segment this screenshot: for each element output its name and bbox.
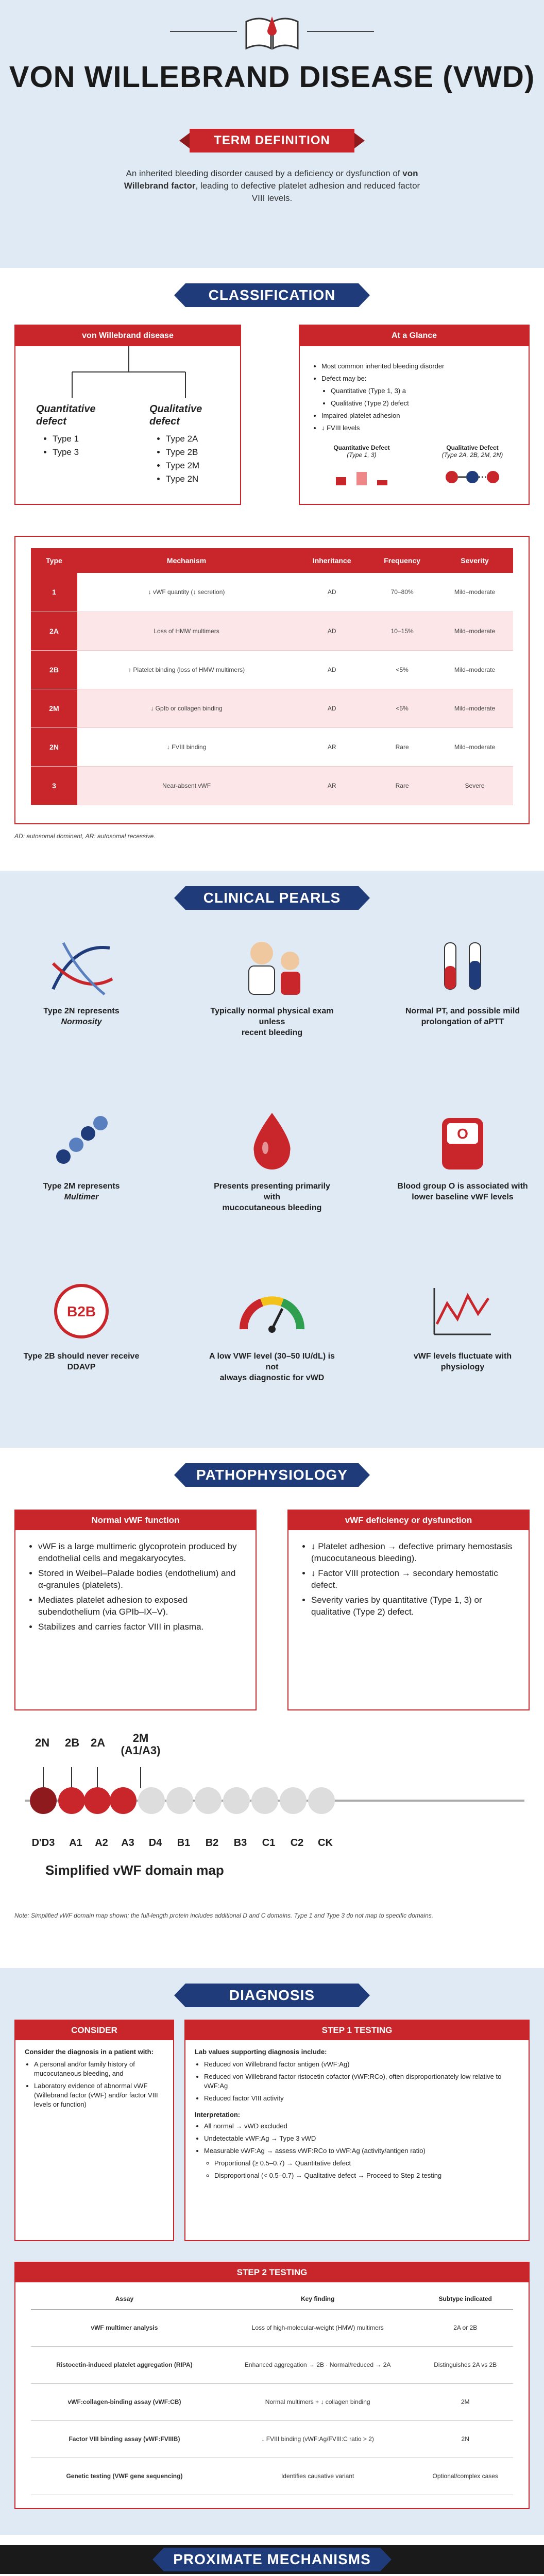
glance-item: • ↓ FVIII levels [321, 423, 521, 433]
pearl-low-vwf: A low VWF level (30–50 IU/dL) is not always diagnostic for vWD [205, 1278, 339, 1383]
consider-list [15, 2060, 173, 2109]
classification-section [0, 268, 544, 871]
diagnosis-section [0, 1968, 544, 2535]
glance-item: • Most common inherited bleeding disorder [321, 362, 521, 371]
domain-name: C1 [262, 1837, 276, 1849]
domain-name: D'D3 [31, 1837, 55, 1849]
table-row: Ristocetin-induced platelet aggregation (RIPA) Enhanced aggregation → 2B · Normal/reduced → 2A Distinguishes 2A vs 2B [31, 2346, 513, 2383]
blood-bag-icon [424, 1108, 501, 1175]
list-item: ◦ Proportional (≥ 0.5–0.7) → Quantitative defect [214, 2159, 519, 2168]
pearl-type-2b-ddavp: B2B Type 2B should never receive DDAVP [14, 1278, 148, 1372]
consider-title: CONSIDER [15, 2021, 173, 2040]
domain-map-title: Simplified vWF domain map [45, 1862, 224, 1878]
domain-name: C2 [290, 1837, 304, 1849]
vwf-deficiency-list [288, 1530, 529, 1618]
step2-title: STEP 2 TESTING [15, 2263, 529, 2282]
table-row: Factor VIII binding assay (vWF:FVIIIB) ↓ FVIII binding (vWF:Ag/FVIII:C ratio > 2) 2N [31, 2420, 513, 2458]
no-b2b-icon [43, 1278, 120, 1345]
pearl-blood-group-o: O Blood group O is associated with lower baseline vWF levels [396, 1108, 530, 1202]
classification-tree-lines [15, 346, 242, 403]
pathophysiology-banner: PATHOPHYSIOLOGY [185, 1463, 359, 1487]
mechanisms-section [0, 2535, 544, 2576]
list-item: • ↓ Platelet adhesion → defective primary hemostasis (mucocutaneous bleeding). [311, 1540, 516, 1564]
glance-item: • Impaired platelet adhesion [321, 411, 521, 420]
quantitative-list [41, 434, 79, 461]
clinical-pearls-section [0, 871, 544, 1448]
domain-name: CK [318, 1837, 333, 1849]
list-item: • Stored in Weibel–Palade bodies (endothelium) and α-granules (platelets). [38, 1567, 243, 1591]
qualitative-item: • Type 2N [166, 474, 199, 484]
pearl-type-2m: Type 2M represents Multimer [14, 1108, 148, 1202]
header [0, 0, 544, 268]
pearl-physical-exam: Typically normal physical exam unless recent bleeding [205, 933, 339, 1038]
table-row: 2M ↓ GpIb or collagen binding AD <5% Mild–moderate [31, 689, 513, 727]
table-row: 2N ↓ FVIII binding AR Rare Mild–moderate [31, 727, 513, 766]
quantitative-item: • Type 1 [53, 434, 79, 444]
test-tubes-icon [424, 933, 501, 999]
clinical-pearls-banner: CLINICAL PEARLS [185, 886, 359, 910]
interpretation-title: Interpretation: [195, 2111, 241, 2119]
table-header: Key finding [218, 2289, 418, 2309]
blood-group-label: O [457, 1126, 468, 1142]
table-row: 2B ↑ Platelet binding (loss of HMW multimers) AD <5% Mild–moderate [31, 650, 513, 689]
domain-name: A3 [121, 1837, 134, 1849]
glance-sub-item: • Quantitative (Type 1, 3) a [331, 386, 521, 396]
step2-card [14, 2262, 530, 2509]
page-title: VON WILLEBRAND DISEASE (VWD) [9, 60, 535, 94]
consider-card [14, 2020, 174, 2241]
list-item: • Mediates platelet adhesion to exposed subendothelium (via GPIb–IX–V). [38, 1594, 243, 1618]
vwd-type-card [14, 325, 241, 505]
b2b-label: B2B [66, 1303, 96, 1319]
list-item: • Measurable vWF:Ag → assess vWF:RCo to vWF:Ag (activity/antigen ratio) [204, 2146, 519, 2156]
domain-label-2m: 2M (A1/A3) [121, 1732, 161, 1757]
term-definition-banner: TERM DEFINITION [190, 129, 354, 152]
list-item: • Stabilizes and carries factor VIII in plasma. [38, 1621, 243, 1633]
step2-table [31, 2289, 513, 2495]
table-row: vWF multimer analysis Loss of high-molecular-weight (HMW) multimers 2A or 2B [31, 2309, 513, 2346]
term-definition-text: An inherited bleeding disorder caused by a deficiency or dysfunction of von Willebrand factor, leading to defective platelet adhesion and reduced factor VIII levels. [124, 168, 420, 203]
table-header: Inheritance [296, 548, 368, 573]
consider-intro: Consider the diagnosis in a patient with: [25, 2048, 154, 2056]
mechanisms-banner: PROXIMATE MECHANISMS [164, 2548, 380, 2571]
diagnosis-banner: DIAGNOSIS [185, 1984, 359, 2007]
quantitative-label: Quantitative defect [36, 403, 96, 427]
normal-vwf-list [15, 1530, 256, 1633]
table-header: Type [31, 548, 77, 573]
domain-name: B2 [205, 1837, 219, 1849]
glance-item: • Defect may be: [321, 374, 521, 383]
pearl-coag-tests: Normal PT, and possible mild prolongation of aPTT [396, 933, 530, 1027]
fibrin-strands-icon [43, 933, 120, 999]
table-header: Subtype indicated [417, 2289, 513, 2309]
list-item: • A personal and/or family history of mucocutaneous bleeding, and [34, 2060, 164, 2078]
vwf-deficiency-title: vWF deficiency or dysfunction [288, 1511, 529, 1530]
list-item: • Reduced von Willebrand factor ristocetin cofactor (vWF:RCo), often disproportionately low relative to vWF:Ag [204, 2072, 519, 2091]
list-item: • vWF is a large multimeric glycoprotein produced by endothelial cells and megakaryocytes. [38, 1540, 243, 1564]
qualitative-label: Qualitative defect [149, 403, 202, 427]
vwd-subtype-table-card [14, 536, 530, 824]
list-item: • ↓ Factor VIII protection → secondary hemostatic defect. [311, 1567, 516, 1591]
domain-diagram [14, 1757, 530, 1834]
list-item: • All normal → vWD excluded [204, 2122, 519, 2131]
table-row: 3 Near-absent vWF AR Rare Severe [31, 766, 513, 805]
table-header: Mechanism [77, 548, 296, 573]
domain-names [24, 1837, 343, 1849]
domain-name: B1 [177, 1837, 191, 1849]
glance-sub-item: • Qualitative (Type 2) defect [331, 399, 521, 408]
at-a-glance-title: At a Glance [300, 326, 529, 346]
pearl-type-2n: Type 2N represents Normosity [14, 933, 148, 1027]
qualitative-item: • Type 2M [166, 461, 199, 471]
domain-label-2n: 2N [35, 1736, 50, 1749]
list-item: • Reduced von Willebrand factor antigen (vWF:Ag) [204, 2060, 519, 2069]
list-item: • Undetectable vWF:Ag → Type 3 vWD [204, 2134, 519, 2143]
qualitative-item: • Type 2B [166, 447, 199, 457]
quantitative-bar-icon [326, 462, 398, 487]
blood-drop-icon [233, 1108, 311, 1175]
qualitative-item: • Type 2A [166, 434, 199, 444]
vwf-deficiency-card [287, 1510, 530, 1710]
step1-intro: Lab values supporting diagnosis include: [195, 2048, 327, 2056]
domain-name: A1 [69, 1837, 82, 1849]
interpretation-list [185, 2122, 529, 2180]
list-item: • Laboratory evidence of abnormal vWF (Willebrand factor (vWF) and/or factor VIII levels or function) [34, 2081, 164, 2109]
step1-list [185, 2060, 529, 2103]
at-a-glance-card [299, 325, 530, 505]
vwd-card-title: von Willebrand disease [15, 326, 240, 346]
at-a-glance-list [310, 362, 521, 436]
glance-quantitative: Quantitative Defect (Type 1, 3) [315, 444, 408, 487]
fluctuation-chart-icon [424, 1278, 501, 1345]
pearl-vwf-fluctuation: vWF levels fluctuate with physiology [396, 1278, 530, 1372]
pathophysiology-section [0, 1448, 544, 1968]
list-item: ◦ Disproportional (< 0.5–0.7) → Qualitative defect → Proceed to Step 2 testing [214, 2171, 519, 2180]
qualitative-list [155, 434, 199, 487]
table-footnote: AD: autosomal dominant, AR: autosomal recessive. [14, 833, 156, 840]
glance-qualitative: Qualitative Defect (Type 2A, 2B, 2M, 2N) [423, 444, 521, 487]
normal-vwf-title: Normal vWF function [15, 1511, 256, 1530]
qualitative-molecule-icon [436, 462, 508, 487]
table-row: 1 ↓ vWF quantity (↓ secretion) AD 70–80% Mild–moderate [31, 573, 513, 612]
doctor-exam-icon [233, 933, 311, 999]
vwf-domain-map [14, 1732, 530, 1906]
domain-name: A2 [95, 1837, 108, 1849]
domain-note: Note: Simplified vWF domain map shown; the full-length protein includes additional D and C domains. Type 1 and Type 3 do not map to specific domains. [14, 1912, 434, 1919]
header-divider-right [307, 31, 374, 32]
vwd-subtype-table [31, 548, 513, 805]
normal-vwf-card [14, 1510, 257, 1710]
table-row: vWF:collagen-binding assay (vWF:CB) Normal multimers + ↓ collagen binding 2M [31, 2383, 513, 2420]
table-header: Assay [31, 2289, 218, 2309]
domain-label-2a: 2A [91, 1736, 106, 1749]
step1-card [184, 2020, 530, 2241]
domain-name: B3 [233, 1837, 247, 1849]
classification-banner: CLASSIFICATION [185, 283, 359, 307]
table-row: Genetic testing (VWF gene sequencing) Identifies causative variant Optional/complex cases [31, 2458, 513, 2495]
pearl-mucocutaneous: Presents presenting primarily with mucocutaneous bleeding [205, 1108, 339, 1213]
domain-name: D4 [148, 1837, 162, 1849]
table-header: Frequency [368, 548, 436, 573]
book-icon [241, 11, 303, 53]
domain-label-2b: 2B [65, 1736, 80, 1749]
multimer-chain-icon [43, 1108, 120, 1175]
gauge-icon [233, 1278, 311, 1345]
step1-title: STEP 1 TESTING [185, 2021, 529, 2040]
quantitative-item: • Type 3 [53, 447, 79, 457]
list-item: • Reduced factor VIII activity [204, 2094, 519, 2103]
table-row: 2A Loss of HMW multimers AD 10–15% Mild–moderate [31, 612, 513, 650]
table-header: Severity [436, 548, 513, 573]
list-item: • Severity varies by quantitative (Type 1, 3) or qualitative (Type 2) defect. [311, 1594, 516, 1618]
header-divider-left [170, 31, 237, 32]
